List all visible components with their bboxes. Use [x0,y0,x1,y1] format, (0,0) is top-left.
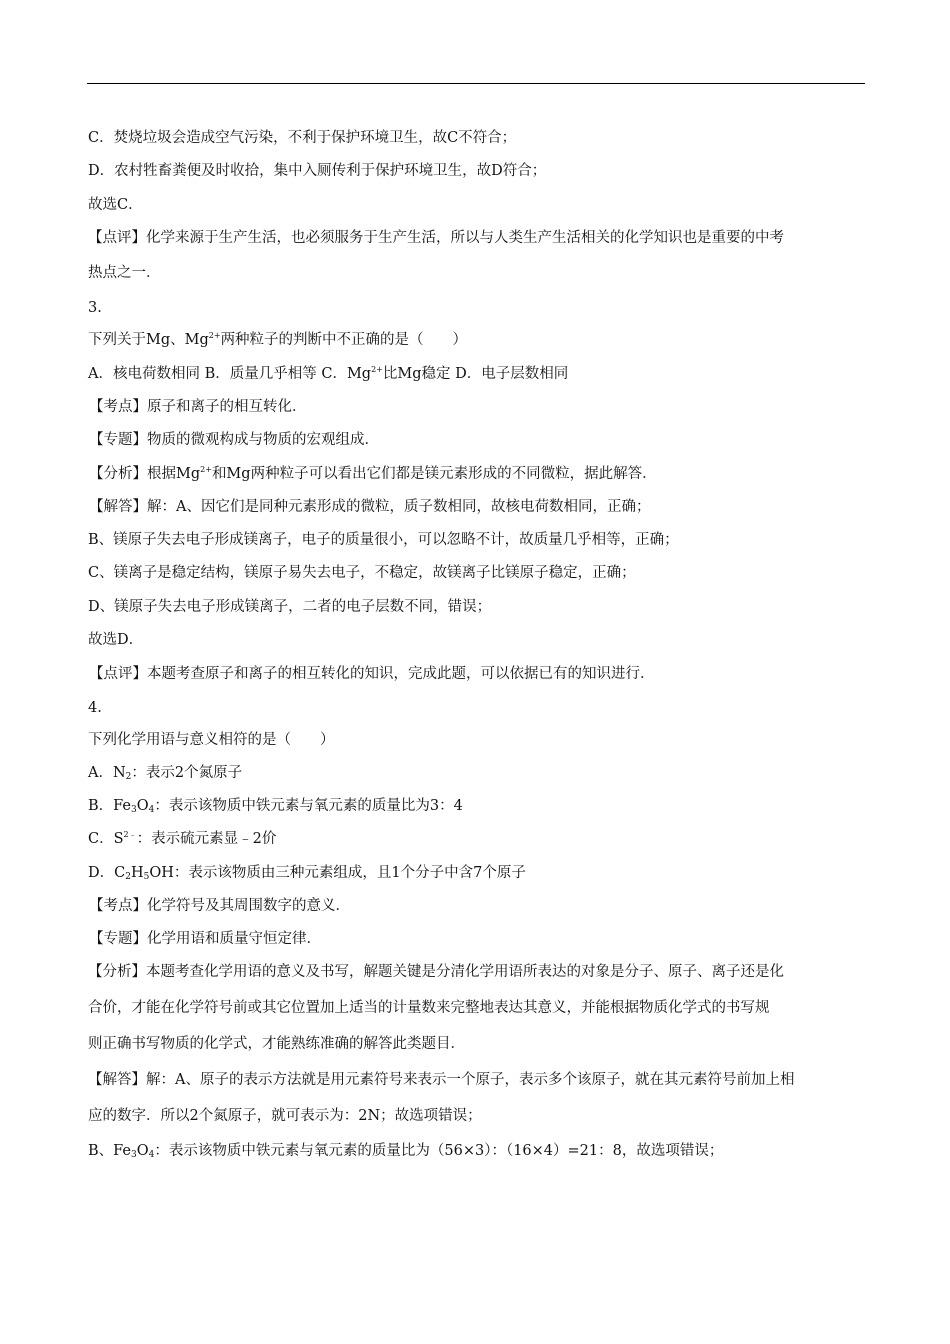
q4-kaodian: 【考点】化学符号及其周围数字的意义． [89,898,350,914]
q2-comment-line-2: 热点之一． [88,265,161,281]
header-rule [87,83,865,84]
q3-jieda-d: D、镁原子失去电子形成镁离子，二者的电子层数不同，错误； [88,599,492,615]
q4-jieda-b: B、$Fe_3O_4$：表示该物质中铁元素与氧元素的质量比为（56×3）：（16×4）=21：8，故选项错误； [88,1143,724,1160]
q3-fenxi: 【分析】根据$Mg^{2+}$和Mg两种粒子可以看出它们都是镁元素形成的不同微粒，据此解答． [89,465,657,482]
q4-stem: 下列化学用语与意义相符的是（ ） [88,732,335,748]
q3-options: A．核电荷数相同 B．质量几乎相等 C．$Mg^{2+}$比Mg稳定 D．电子层数相同 [88,365,569,382]
q3-kaodian: 【考点】原子和离子的相互转化． [89,399,307,415]
q3-comment: 【点评】本题考查原子和离子的相互转化的知识，完成此题，可以依据已有的知识进行． [89,666,655,682]
q4-fenxi-line-1: 【分析】本题考查化学用语的意义及书写，解题关键是分清化学用语所表达的对象是分子、原子、离子还是化 [88,964,784,980]
q2-option-c-analysis: C．焚烧垃圾会造成空气污染，不利于保护环境卫生，故C不符合； [88,130,517,146]
q4-fenxi-line-3: 则正确书写物质的化学式，才能熟练准确的解答此类题目． [88,1036,465,1052]
q4-fenxi-line-2: 合价，才能在化学符号前或其它位置加上适当的计量数来完整地表达其意义，并能根据物质化学式的书写规 [88,1000,770,1016]
q2-answer: 故选C． [88,197,143,213]
q4-zhuanti: 【专题】化学用语和质量守恒定律． [89,931,321,947]
q3-jieda-b: B、镁原子失去电子形成镁离子，电子的质量很小，可以忽略不计，故质量几乎相等，正确； [88,532,679,548]
q4-number: 4. [88,700,102,716]
q4-option-b: B．$Fe_3O_4$：表示该物质中铁元素与氧元素的质量比为3：4 [88,798,463,815]
q4-jieda-line-1: 【解答】解：A、原子的表示方法就是用元素符号来表示一个原子，表示多个该原子，就在其元素符号前加上相 [88,1072,795,1088]
q2-comment-line-1: 【点评】化学来源于生产生活，也必须服务于生产生活，所以与人类生产生活相关的化学知识也是重要的中考 [88,230,784,246]
q3-stem: 下列关于Mg、$Mg^{2+}$两种粒子的判断中不正确的是（ ） [88,331,468,348]
q3-answer: 故选D． [88,632,144,648]
q4-jieda-line-2: 应的数字．所以2个氮原子，就可表示为：2N；故选项错误； [88,1108,482,1124]
q3-zhuanti: 【专题】物质的微观构成与物质的宏观组成． [89,432,379,448]
q2-option-d-analysis: D．农村牲畜粪便及时收拾，集中入厕传利于保护环境卫生，故D符合； [88,163,547,179]
q4-option-a: A．$N_2$：表示2个氮原子 [88,765,243,782]
q3-jieda-c: C、镁离子是稳定结构，镁原子易失去电子，不稳定，故镁离子比镁原子稳定，正确； [88,565,636,581]
q3-jieda-a: 【解答】解：A、因它们是同种元素形成的微粒，质子数相同，故核电荷数相同，正确； [89,499,651,515]
q3-number: 3. [88,300,102,316]
q4-option-d: D．$C_2H_5OH$：表示该物质由三种元素组成，且1个分子中含7个原子 [88,865,526,882]
q4-option-c: C．$S^{2﹣}$：表示硫元素显﹣2价 [88,830,277,847]
